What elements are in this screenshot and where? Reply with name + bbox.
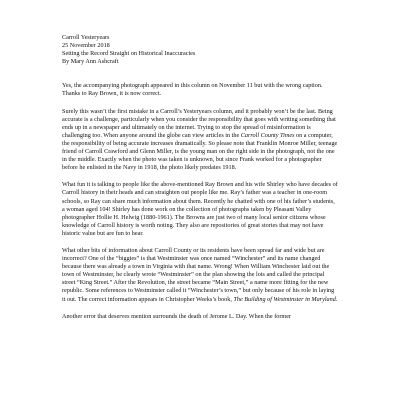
article-body bbox=[62, 82, 338, 320]
article-title: Setting the Record Straight on Historical Inaccuracies bbox=[62, 50, 196, 58]
article-byline: By Mary Ann Ashcraft bbox=[62, 58, 119, 66]
paragraph-2 bbox=[62, 108, 338, 173]
paragraph-4-text-b: . bbox=[335, 295, 338, 303]
article-date: 25 November 2018 bbox=[62, 42, 110, 50]
article-header bbox=[62, 34, 338, 66]
paragraph-3: What fun it is talking to people like the above-mentioned Ray Brown and his wife Shirley who have decades of Carroll history in their heads and can straighten out people like me. Ray’s father was a teacher in one-room schools, so Ray can share much information about them. Recently he chatted with one of his father’s students, a woman aged 104! Shirley has done work on the collection of photographs taken by Pleasant Valley photographer Hollie H. Helwig (1880-1961). The Browns are just two of many local senior citizens whose knowledge of Carroll history is worth noting. They also are repositories of great stories that may not have historic value but are fun to hear. bbox=[62, 181, 338, 237]
paragraph-1: Yes, the accompanying photograph appeared in this column on November 11 but with the wrong caption. Thanks to Ray Brown, it is now correct. bbox=[62, 82, 323, 98]
book-title: The Building of Westminster in Maryland bbox=[233, 295, 336, 303]
paragraph-5: Another error that deserves mention surrounds the death of Jerome L. Day. When the former bbox=[62, 312, 292, 320]
paragraph-4 bbox=[62, 247, 338, 304]
paragraph-2-text-a: Surely this wasn’t the first mistake in a Carroll’s Yesteryears column, and it probably won’t be the last. Being accurate is a challenge, particularly when you consider the responsibility that goes with writing something that ends up in a newspaper and ultimately on the internet. Trying to stop the spread of misinformation is challenging too. When anyone around the globe can view articles in the bbox=[62, 107, 336, 139]
paragraph-2-text-b: on a computer, the responsibility of being accurate increases dramatically. So please note that Franklin Monroe Miller, teenage friend of Carroll Crawford and Glenn Miller, is the young man on the right side in the photograph, not the one in the middle. Exactly when the photo was taken is unknown, but since Frank worked for a photographer before he enlisted in the Navy in 1918, the photo likely predates 1918. bbox=[62, 131, 338, 172]
newspaper-title: Carroll County Times bbox=[240, 131, 295, 139]
column-name: Carroll Yesteryears bbox=[62, 34, 110, 41]
paragraph-4-text-a: What other bits of information about Carroll County or its residents have been spread far and wide but are incorrect? One of the “biggies” is that Westminster was once named “Winchester” and its name changed because there was already a town in Virginia with that name. Wrong! When William Winchester laid out the town of Westminster, he clearly wrote “Westminster” on the plan showing the lots and called the principal street “King Street.” After the Revolution, the street became “Main Street,” a name more fitting for the new republic. Some references to Westminster called it “Winchester’s town,” but only because of his role in laying it out. The correct information appears in Christopher Weeks’s book, bbox=[62, 246, 335, 303]
